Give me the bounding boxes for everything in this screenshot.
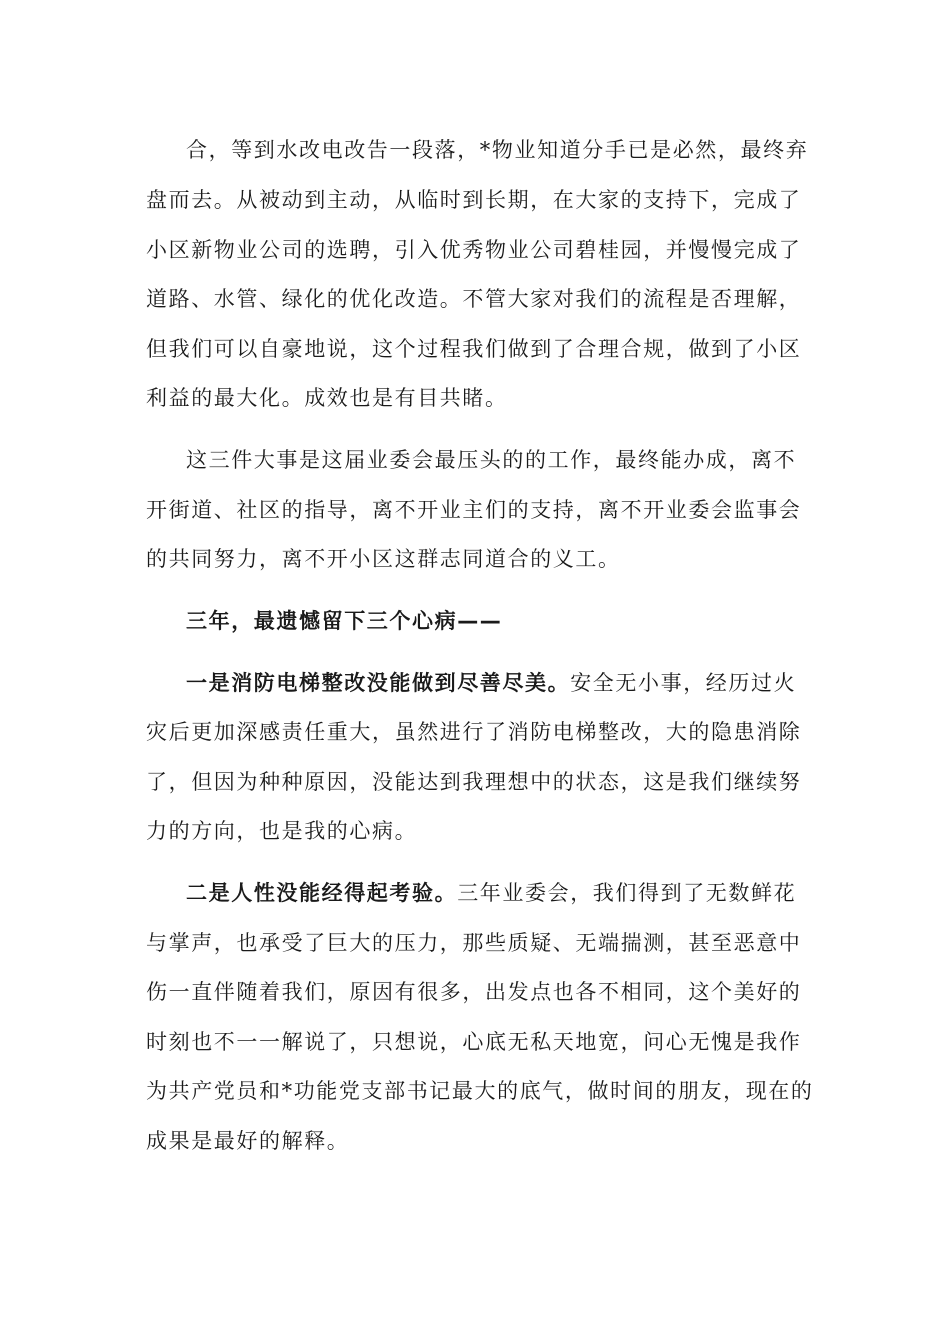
paragraph-1-line-5: 但我们可以自豪地说，这个过程我们做到了合理合规，做到了小区 <box>146 337 802 361</box>
paragraph-5-bold-lead: 二是人性没能经得起考验。 <box>186 881 458 905</box>
paragraph-4-line-4: 力的方向，也是我的心病。 <box>146 819 418 843</box>
paragraph-1-line-6: 利益的最大化。成效也是有目共睹。 <box>146 386 508 410</box>
paragraph-2-line-2: 开街道、社区的指导，离不开业主们的支持，离不开业委会监事会 <box>146 498 802 522</box>
section-heading: 三年，最遗憾留下三个心病—— <box>186 609 503 633</box>
paragraph-5-line-1 <box>186 883 796 907</box>
paragraph-4-bold-lead: 一是消防电梯整改没能做到尽善尽美。 <box>186 671 571 695</box>
paragraph-4-line-1 <box>186 673 796 697</box>
paragraph-5-line-4: 时刻也不一一解说了，只想说，心底无私天地宽，问心无愧是我作 <box>146 1030 802 1054</box>
paragraph-5-line-2: 与掌声，也承受了巨大的压力，那些质疑、无端揣测，甚至恶意中 <box>146 931 802 955</box>
paragraph-1-line-4: 道路、水管、绿化的优化改造。不管大家对我们的流程是否理解， <box>146 287 802 311</box>
paragraph-5-line-3: 伤一直伴随着我们，原因有很多，出发点也各不相同，这个美好的 <box>146 980 802 1004</box>
paragraph-4-line-2: 灾后更加深感责任重大，虽然进行了消防电梯整改，大的隐患消除 <box>146 720 802 744</box>
paragraph-5-line-5: 为共产党员和*功能党支部书记最大的底气，做时间的朋友，现在的 <box>146 1079 814 1103</box>
paragraph-1-line-3: 小区新物业公司的选聘，引入优秀物业公司碧桂园，并慢慢完成了 <box>146 238 802 262</box>
paragraph-2-line-3: 的共同努力，离不开小区这群志同道合的义工。 <box>146 547 621 571</box>
paragraph-5-first-line-rest: 三年业委会，我们得到了无数鲜花 <box>457 881 797 905</box>
paragraph-5-line-6: 成果是最好的解释。 <box>146 1129 350 1153</box>
paragraph-1-line-2: 盘而去。从被动到主动，从临时到长期，在大家的支持下，完成了 <box>146 188 802 212</box>
paragraph-4-first-line-rest: 安全无小事，经历过火 <box>570 671 797 695</box>
paragraph-2-line-1: 这三件大事是这届业委会最压头的的工作，最终能办成，离不 <box>186 448 797 472</box>
paragraph-1-line-1: 合，等到水改电改告一段落，*物业知道分手已是必然，最终弃 <box>186 138 809 162</box>
paragraph-4-line-3: 了，但因为种种原因，没能达到我理想中的状态，这是我们继续努 <box>146 770 802 794</box>
